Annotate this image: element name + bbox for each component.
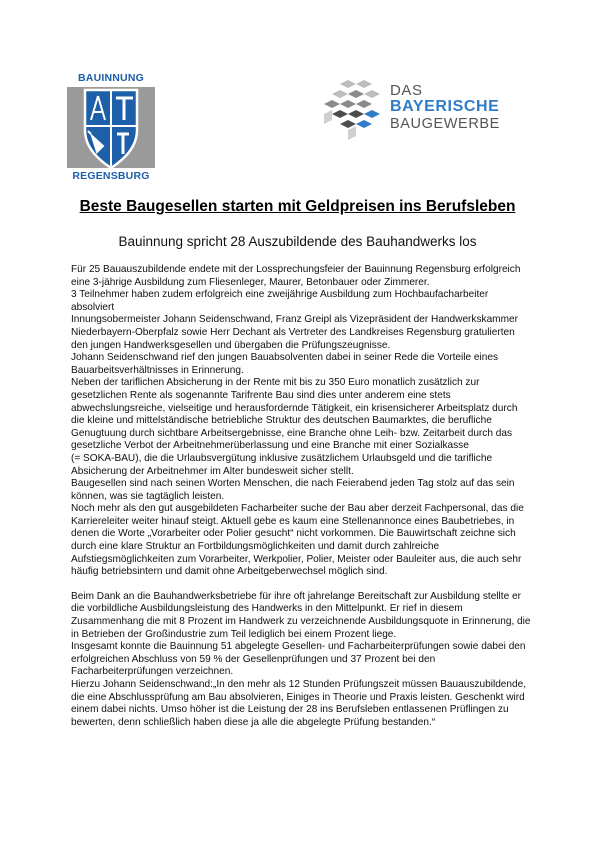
body-paragraph: (= SOKA-BAU), die die Urlaubsvergütung inklusive zusätzlichem Urlaubsgeld und die tarifliche Absicherung der Arbeitnehmer im Alter bundesweit sicher stellt. [71, 452, 493, 477]
body-paragraph: Noch mehr als den gut ausgebildeten Facharbeiter suche der Bau aber derzeit Fachpersonal, das die Karriereleiter weiter hinauf steigt. Aktuell gebe es kaum eine Stellenannonce eines Baubetriebes, in denen die Worte „Vorarbeiter oder Polier gesucht“ nicht vorkommen. Die Bauwirtschaft zeichne sich durch eine klare Struktur an Fortbildungsmöglichkeiten und damit durch zahlreiche Aufstiegsmöglichkeiten zum Vorarbeiter, Werkpolier, Polier, Meister oder Bauleiter aus, die auch sehr häufig betriebsintern und damit ohne Arbeitgeberwechsel möglich sind. [71, 503, 524, 578]
article-body [71, 264, 533, 729]
body-paragraph: Neben der tariflichen Absicherung in der Rente mit bis zu 350 Euro monatlich zusätzlich zur gesetzlichen Rente als sogenannte Tarifrente Bau sind dies unter anderem eine stets abwechslungsreiche, vielseitige und herausfordernde Tätigkeit, ein krisensicherer Arbeitsplatz durch die kleine und mittelständische betriebliche Struktur des deutschen Baumarktes, die berufliche Genugtuung durch sichtbare Arbeitsergebnisse, eine Branche ohne Leih- bzw. Zeitarbeit durch das gesetzliche Verbot der Arbeitnehmerüberlassung und eine Branche mit einer Sozialkasse [71, 377, 518, 452]
body-paragraph: Johann Seidenschwand rief den jungen Bauabsolventen dabei in seiner Rede die Vorteile eines Bauarbeitsverhältnisses in Erinnerung. [71, 352, 499, 376]
body-paragraph: Hierzu Johann Seidenschwand:„In den mehr als 12 Stunden Prüfungszeit müssen Bauauszubildende, die eine Abschlussprüfung am Bau absolvieren, Einiges in Theorie und Praxis leisten. Geschenkt wird einem dabei nichts. Umso höher ist die Leistung der 28 ins Berufsleben entlassenen Prüflingen zu bewerten, denn schließlich haben diese ja alle die abgelegte Prüfung bestanden.“ [71, 679, 527, 728]
logo-right-line2: BAYERISCHE [390, 98, 500, 115]
bayerische-baugewerbe-logo [320, 80, 520, 140]
body-paragraph: Insgesamt konnte die Bauinnung 51 abgelegte Gesellen- und Facharbeiterprüfungen sowie dabei den erfolgreichen Abschluss von 59 % der Gesellenprüfungen und 37 Prozent bei den Facharbeiterprüfungen verzeichnen. [71, 641, 526, 678]
logo-left-top-word: BAUINNUNG [78, 72, 144, 84]
cube-cluster-icon [320, 80, 386, 140]
bauinnung-regensburg-logo [66, 72, 156, 182]
logo-left-bottom-word: REGENSBURG [72, 170, 150, 182]
guild-shield-icon [83, 86, 139, 170]
article-title: Beste Baugesellen starten mit Geldpreisen ins Berufsleben [79, 198, 516, 215]
body-paragraph: Für 25 Bauauszubildende endete mit der Lossprechungsfeier der Bauinnung Regensburg erfolgreich eine 3-jährige Ausbildung zum Fliesenleger, Maurer, Betonbauer oder Zimmerer. [71, 264, 521, 288]
body-paragraph: Innungsobermeister Johann Seidenschwand, Franz Greipl als Vizepräsident der Handwerkskammer Niederbayern-Oberpfalz sowie Herr Dechant als Vertreter des Landkreises Regensburg gratulierten den jungen Handwerksgesellen und übergaben die Prüfungszeugnisse. [71, 314, 518, 351]
body-paragraph: Baugesellen sind nach seinen Worten Menschen, die nach Feierabend jeden Tag stolz auf das sein können, was sie tagtäglich leisten. [71, 478, 515, 502]
body-paragraph: 3 Teilnehmer haben zudem erfolgreich eine zweijährige Ausbildung zum Hochbaufacharbeiter absolviert [71, 289, 489, 313]
logo-right-line1: DAS [390, 82, 423, 99]
article-subtitle: Bauinnung spricht 28 Auszubildende des Bauhandwerks los [118, 234, 477, 249]
logo-right-line3: BAUGEWERBE [390, 116, 500, 132]
body-paragraph: Beim Dank an die Bauhandwerksbetriebe für ihre oft jahrelange Bereitschaft zur Ausbildung stellte er die vorbildliche Ausbildungsleistung des Handwerks in den Mittelpunkt. Er rief in diesem Zusammenhang die mit 8 Prozent im Handwerk zu verzeichnende Ausbildungsquote in Erinnerung, die in Betrieben der Großindustrie zum Teil lediglich bei einem Prozent liege. [71, 590, 531, 640]
